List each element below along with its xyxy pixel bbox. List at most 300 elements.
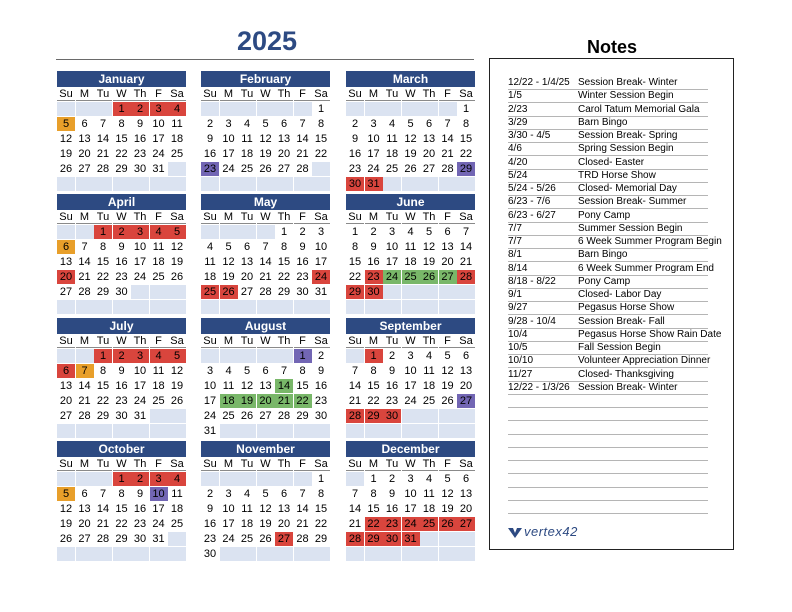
empty-cell — [94, 102, 112, 116]
day-cell: 8 — [312, 117, 330, 131]
empty-cell — [439, 300, 457, 314]
day-cell: 3 — [131, 349, 149, 363]
day-cell: 14 — [76, 255, 94, 269]
day-cell: 11 — [168, 117, 186, 131]
day-cell: 17 — [383, 255, 401, 269]
note-event: Closed- Easter — [578, 156, 645, 168]
month-may — [201, 194, 330, 314]
day-cell: 24 — [131, 394, 149, 408]
day-cell: 15 — [294, 379, 312, 393]
day-cell: 3 — [383, 225, 401, 239]
day-cell: 2 — [201, 487, 219, 501]
day-cell: 15 — [94, 379, 112, 393]
empty-cell — [238, 300, 256, 314]
empty-cell — [420, 102, 438, 116]
day-cell: 24 — [150, 147, 168, 161]
day-cell: 23 — [201, 162, 219, 176]
empty-cell — [113, 177, 131, 191]
day-cell: 10 — [383, 240, 401, 254]
day-cell: 22 — [365, 394, 383, 408]
empty-cell — [238, 547, 256, 561]
day-cell: 1 — [457, 102, 475, 116]
day-cell: 13 — [275, 502, 293, 516]
weekday-label: Su — [57, 210, 75, 224]
empty-cell — [220, 225, 238, 239]
empty-cell — [131, 177, 149, 191]
day-cell: 12 — [57, 132, 75, 146]
day-cell: 4 — [420, 472, 438, 486]
empty-cell — [168, 409, 186, 423]
day-cell: 12 — [402, 132, 420, 146]
empty-cell — [383, 547, 401, 561]
empty-cell — [312, 424, 330, 438]
weekday-label: W — [113, 334, 131, 348]
weekday-label: Su — [57, 457, 75, 471]
day-cell: 6 — [76, 487, 94, 501]
note-entry — [508, 275, 708, 289]
day-cell: 5 — [168, 349, 186, 363]
empty-cell — [346, 547, 364, 561]
day-cell: 28 — [257, 285, 275, 299]
day-cell: 14 — [257, 255, 275, 269]
note-entry — [508, 301, 708, 315]
day-cell: 4 — [238, 487, 256, 501]
empty-cell — [57, 424, 75, 438]
empty-cell — [420, 409, 438, 423]
weekday-label: M — [365, 210, 383, 224]
weekday-label: Tu — [383, 210, 401, 224]
day-cell: 7 — [76, 364, 94, 378]
month-october — [57, 441, 186, 561]
empty-cell — [420, 177, 438, 191]
day-cell: 22 — [113, 147, 131, 161]
weekday-label: Th — [131, 334, 149, 348]
day-cell: 3 — [312, 225, 330, 239]
empty-cell — [294, 472, 312, 486]
day-cell: 27 — [76, 532, 94, 546]
day-cell: 13 — [57, 379, 75, 393]
day-cell: 26 — [168, 394, 186, 408]
day-cell: 1 — [113, 102, 131, 116]
day-cell: 20 — [275, 147, 293, 161]
day-cell: 15 — [275, 255, 293, 269]
empty-cell — [201, 349, 219, 363]
day-cell: 25 — [420, 517, 438, 531]
day-cell: 20 — [457, 502, 475, 516]
day-cell: 18 — [150, 379, 168, 393]
empty-cell — [76, 102, 94, 116]
day-cell: 26 — [257, 162, 275, 176]
day-cell: 18 — [220, 394, 238, 408]
day-cell: 11 — [420, 487, 438, 501]
day-cell: 20 — [76, 147, 94, 161]
day-cell: 15 — [312, 132, 330, 146]
day-cell: 30 — [294, 285, 312, 299]
day-cell: 24 — [220, 162, 238, 176]
empty-cell — [94, 547, 112, 561]
day-cell: 20 — [420, 147, 438, 161]
day-cell: 29 — [365, 409, 383, 423]
day-cell: 18 — [402, 255, 420, 269]
month-header: February — [201, 71, 330, 87]
day-cell: 27 — [275, 532, 293, 546]
day-cell: 30 — [131, 532, 149, 546]
day-cell: 20 — [257, 394, 275, 408]
empty-cell — [383, 300, 401, 314]
month-july — [57, 318, 186, 438]
day-cell: 23 — [113, 270, 131, 284]
day-cell: 1 — [113, 472, 131, 486]
weekday-label: F — [150, 210, 168, 224]
empty-cell — [131, 285, 149, 299]
day-cell: 6 — [238, 240, 256, 254]
month-header: January — [57, 71, 186, 87]
day-cell: 16 — [294, 255, 312, 269]
note-event: Spring Session Begin — [578, 143, 674, 155]
weekday-label: F — [294, 334, 312, 348]
day-cell: 24 — [383, 270, 401, 284]
month-february — [201, 71, 330, 191]
day-cell: 12 — [420, 240, 438, 254]
day-cell: 7 — [294, 487, 312, 501]
empty-cell — [439, 532, 457, 546]
weekday-label: M — [365, 87, 383, 101]
day-cell: 7 — [294, 117, 312, 131]
day-cell: 17 — [312, 255, 330, 269]
day-cell: 12 — [57, 502, 75, 516]
empty-cell — [383, 177, 401, 191]
day-cell: 7 — [94, 117, 112, 131]
day-cell: 15 — [457, 132, 475, 146]
month-header: March — [346, 71, 475, 87]
empty-cell — [275, 177, 293, 191]
day-cell: 4 — [220, 364, 238, 378]
day-cell: 9 — [113, 240, 131, 254]
empty-cell — [220, 177, 238, 191]
day-cell: 8 — [94, 240, 112, 254]
day-cell: 21 — [457, 255, 475, 269]
weekday-label: Su — [346, 210, 364, 224]
day-cell: 2 — [113, 225, 131, 239]
day-cell: 12 — [220, 255, 238, 269]
day-cell: 3 — [402, 349, 420, 363]
note-blank-line — [508, 394, 708, 408]
empty-cell — [457, 532, 475, 546]
day-cell: 14 — [294, 502, 312, 516]
month-header: December — [346, 441, 475, 457]
day-cell: 23 — [201, 532, 219, 546]
day-cell: 31 — [150, 532, 168, 546]
empty-cell — [275, 300, 293, 314]
day-cell: 18 — [201, 270, 219, 284]
day-cell: 19 — [238, 394, 256, 408]
note-entry — [508, 354, 711, 368]
note-date: 4/20 — [508, 156, 528, 168]
day-cell: 3 — [131, 225, 149, 239]
day-cell: 9 — [294, 240, 312, 254]
day-cell: 9 — [131, 117, 149, 131]
day-cell: 28 — [346, 409, 364, 423]
day-cell: 17 — [402, 502, 420, 516]
day-cell: 2 — [131, 102, 149, 116]
weekday-label: Th — [275, 87, 293, 101]
day-cell: 8 — [365, 364, 383, 378]
day-cell: 9 — [201, 502, 219, 516]
day-cell: 1 — [365, 472, 383, 486]
day-cell: 11 — [168, 487, 186, 501]
note-event: Winter Session Begin — [578, 90, 674, 102]
note-blank-line — [508, 474, 708, 488]
day-cell: 4 — [420, 349, 438, 363]
note-date: 2/23 — [508, 103, 528, 115]
day-cell: 9 — [346, 132, 364, 146]
day-cell: 25 — [150, 270, 168, 284]
note-date: 10/4 — [508, 328, 528, 340]
day-cell: 19 — [257, 147, 275, 161]
empty-cell — [168, 162, 186, 176]
weekday-label: Th — [420, 334, 438, 348]
day-cell: 30 — [201, 547, 219, 561]
empty-cell — [57, 225, 75, 239]
day-cell: 24 — [402, 517, 420, 531]
day-cell: 21 — [275, 394, 293, 408]
empty-cell — [201, 102, 219, 116]
empty-cell — [420, 547, 438, 561]
day-cell: 8 — [365, 487, 383, 501]
day-cell: 10 — [312, 240, 330, 254]
day-cell: 11 — [238, 132, 256, 146]
empty-cell — [150, 300, 168, 314]
note-date: 9/28 - 10/4 — [508, 315, 556, 327]
month-header: November — [201, 441, 330, 457]
month-august — [201, 318, 330, 438]
empty-cell — [201, 225, 219, 239]
empty-cell — [57, 472, 75, 486]
day-cell: 22 — [94, 270, 112, 284]
day-cell: 5 — [257, 117, 275, 131]
day-cell: 10 — [220, 132, 238, 146]
note-date: 3/30 - 4/5 — [508, 130, 551, 141]
weekday-label: Sa — [168, 334, 186, 348]
note-event: Pegasus Horse Show Rain Date — [578, 328, 722, 340]
day-cell: 17 — [365, 147, 383, 161]
empty-cell — [220, 472, 238, 486]
day-cell: 18 — [150, 255, 168, 269]
day-cell: 9 — [201, 132, 219, 146]
day-cell: 16 — [383, 502, 401, 516]
empty-cell — [346, 300, 364, 314]
weekday-label: M — [220, 87, 238, 101]
day-cell: 3 — [201, 364, 219, 378]
empty-cell — [76, 424, 94, 438]
day-cell: 29 — [365, 532, 383, 546]
weekday-label: Tu — [238, 334, 256, 348]
day-cell: 16 — [131, 502, 149, 516]
day-cell: 25 — [150, 394, 168, 408]
month-header: July — [57, 318, 186, 334]
day-cell: 20 — [57, 394, 75, 408]
day-cell: 14 — [346, 502, 364, 516]
day-cell: 3 — [150, 102, 168, 116]
day-cell: 25 — [238, 532, 256, 546]
note-entry — [508, 182, 708, 196]
day-cell: 28 — [294, 532, 312, 546]
day-cell: 27 — [238, 285, 256, 299]
day-cell: 15 — [365, 379, 383, 393]
note-blank-line — [508, 460, 708, 474]
note-date: 8/14 — [508, 262, 528, 274]
empty-cell — [439, 547, 457, 561]
day-cell: 26 — [402, 162, 420, 176]
day-cell: 4 — [383, 117, 401, 131]
weekday-label: W — [113, 87, 131, 101]
empty-cell — [150, 409, 168, 423]
day-cell: 4 — [168, 472, 186, 486]
day-cell: 2 — [346, 117, 364, 131]
day-cell: 6 — [76, 117, 94, 131]
month-header: June — [346, 194, 475, 210]
empty-cell — [383, 285, 401, 299]
month-march — [346, 71, 475, 191]
day-cell: 16 — [383, 379, 401, 393]
day-cell: 16 — [365, 255, 383, 269]
day-cell: 1 — [312, 472, 330, 486]
day-cell: 21 — [257, 270, 275, 284]
empty-cell — [113, 300, 131, 314]
day-cell: 29 — [457, 162, 475, 176]
day-cell: 10 — [150, 117, 168, 131]
weekday-label: Sa — [457, 210, 475, 224]
day-cell: 9 — [113, 364, 131, 378]
day-cell: 10 — [220, 502, 238, 516]
weekday-label: Sa — [312, 87, 330, 101]
weekday-label: M — [220, 457, 238, 471]
note-event: Volunteer Appreciation Dinner — [578, 355, 711, 367]
day-cell: 12 — [257, 132, 275, 146]
day-cell: 9 — [131, 487, 149, 501]
day-cell: 22 — [94, 394, 112, 408]
note-event: Barn Bingo — [578, 116, 628, 128]
note-event: Session Break- Winter — [578, 77, 678, 88]
weekday-label: Su — [346, 457, 364, 471]
weekday-label: F — [150, 87, 168, 101]
note-blank-line — [508, 487, 708, 501]
day-cell: 12 — [439, 487, 457, 501]
day-cell: 22 — [365, 517, 383, 531]
day-cell: 6 — [439, 225, 457, 239]
note-entry — [508, 262, 714, 276]
note-entry — [508, 368, 708, 382]
empty-cell — [365, 300, 383, 314]
day-cell: 5 — [238, 364, 256, 378]
empty-cell — [402, 409, 420, 423]
empty-cell — [57, 349, 75, 363]
weekday-label: M — [76, 457, 94, 471]
note-entry — [508, 209, 708, 223]
empty-cell — [94, 300, 112, 314]
empty-cell — [402, 285, 420, 299]
day-cell: 18 — [238, 147, 256, 161]
day-cell: 17 — [131, 379, 149, 393]
day-cell: 24 — [402, 394, 420, 408]
day-cell: 21 — [294, 517, 312, 531]
day-cell: 1 — [346, 225, 364, 239]
day-cell: 26 — [57, 532, 75, 546]
note-date: 3/29 — [508, 116, 528, 128]
day-cell: 24 — [150, 517, 168, 531]
empty-cell — [168, 547, 186, 561]
weekday-label: Th — [420, 87, 438, 101]
weekday-label: Su — [346, 87, 364, 101]
empty-cell — [57, 547, 75, 561]
day-cell: 9 — [383, 364, 401, 378]
day-cell: 12 — [238, 379, 256, 393]
note-entry — [508, 222, 708, 236]
day-cell: 22 — [113, 517, 131, 531]
day-cell: 18 — [420, 502, 438, 516]
empty-cell — [457, 285, 475, 299]
day-cell: 13 — [257, 379, 275, 393]
note-date: 12/22 - 1/4/25 — [508, 77, 570, 88]
day-cell: 23 — [346, 162, 364, 176]
day-cell: 7 — [257, 240, 275, 254]
empty-cell — [439, 409, 457, 423]
note-entry — [508, 235, 722, 249]
empty-cell — [346, 472, 364, 486]
note-date: 4/6 — [508, 143, 522, 155]
day-cell: 15 — [94, 255, 112, 269]
month-november — [201, 441, 330, 561]
empty-cell — [439, 102, 457, 116]
day-cell: 30 — [365, 285, 383, 299]
note-entry — [508, 89, 708, 103]
day-cell: 23 — [113, 394, 131, 408]
weekday-label: Th — [275, 210, 293, 224]
note-entry — [508, 288, 708, 302]
day-cell: 4 — [238, 117, 256, 131]
note-event: Barn Bingo — [578, 249, 628, 261]
day-cell: 21 — [94, 517, 112, 531]
day-cell: 29 — [275, 285, 293, 299]
empty-cell — [275, 424, 293, 438]
note-entry — [508, 169, 708, 183]
note-entry — [508, 116, 708, 130]
day-cell: 22 — [346, 270, 364, 284]
month-header: May — [201, 194, 330, 210]
weekday-label: F — [439, 87, 457, 101]
day-cell: 23 — [383, 517, 401, 531]
month-december — [346, 441, 475, 561]
empty-cell — [168, 177, 186, 191]
day-cell: 21 — [76, 270, 94, 284]
day-cell: 27 — [420, 162, 438, 176]
weekday-label: M — [76, 87, 94, 101]
empty-cell — [57, 300, 75, 314]
empty-cell — [275, 472, 293, 486]
day-cell: 17 — [131, 255, 149, 269]
empty-cell — [220, 424, 238, 438]
weekday-label: Sa — [312, 457, 330, 471]
day-cell: 24 — [131, 270, 149, 284]
weekday-label: F — [294, 87, 312, 101]
weekday-label: Tu — [94, 87, 112, 101]
empty-cell — [150, 177, 168, 191]
empty-cell — [94, 424, 112, 438]
empty-cell — [257, 225, 275, 239]
day-cell: 31 — [402, 532, 420, 546]
empty-cell — [257, 547, 275, 561]
empty-cell — [294, 547, 312, 561]
